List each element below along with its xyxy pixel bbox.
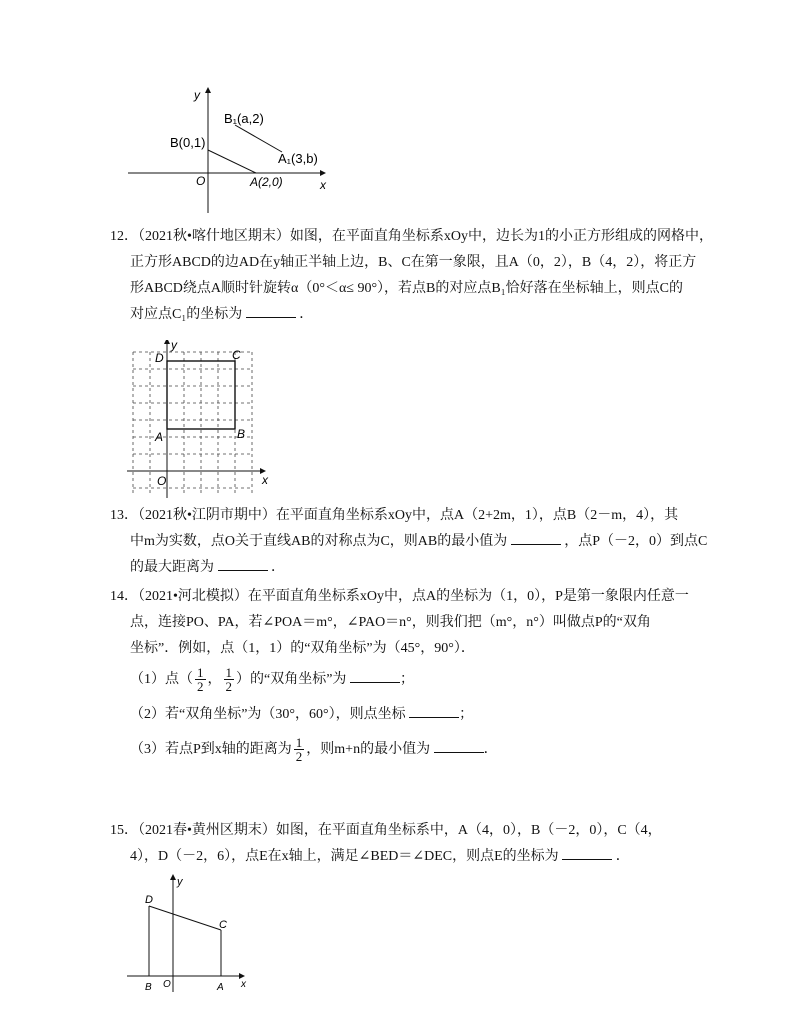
label-c: C [219,919,227,931]
label-y: y [194,88,200,102]
q13-line2-a: 中m为实数，点O关于直线AB的对称点为C，则AB的最小值为 [130,534,508,549]
q13-line2-b: ，点P（－2，0）到点C [564,534,708,549]
q14-sub2-text: （2）若“双角坐标”为（30°，60°），则点坐标 [130,707,406,722]
segment-a1b1 [235,125,282,152]
q14-sub3 [110,732,690,768]
label-x: x [241,979,246,990]
q12-line2: 正方形ABCD的边AD在y轴正半轴上边，B、C在第一象限，且A（0，2），B（4，2），将正方 [130,255,697,270]
label-a: A(2,0) [250,175,283,189]
answer-blank-2[interactable] [218,556,268,571]
grid [133,352,252,495]
answer-blank[interactable] [562,845,612,860]
comma: ， [207,672,222,687]
label-a: A [217,982,224,993]
answer-blank-3[interactable] [434,738,484,753]
label-o: O [157,474,167,488]
segment-ab [208,150,256,173]
q14-sub2 [110,698,690,732]
label-d: D [155,351,164,365]
q12-line1: 12．（2021秋•喀什地区期末）如图，在平面直角坐标系xOy中，边长为1的小正方形组成的网格中， [110,229,714,244]
q14-sub1 [110,662,690,698]
q14-sub3-b: ，则m+n的最小值为 [306,742,431,757]
label-d: D [145,894,153,906]
segment-dc [149,906,221,930]
q14-line1: 14．（2021•河北模拟）在平面直角坐标系xOy中，点A的坐标为（1，0），P是第一象限内任意一 [110,589,689,604]
label-o: O [196,174,206,188]
label-b: B(0,1) [170,135,206,150]
q13-line3-text: 的最大距离为 [130,560,214,575]
label-y: y [171,340,177,352]
q14-sub1-a: （1）点（ [130,672,193,687]
label-a: A [155,430,164,444]
y-axis-arrow [164,340,170,344]
label-b: B [145,982,152,993]
label-x: x [262,473,268,487]
figure-q12 [125,340,285,500]
answer-blank-2[interactable] [409,703,459,718]
q14-sub1-b: ）的“双角坐标”为 [236,672,347,687]
fraction-half: $\frac{1}{2}$ [197,665,204,695]
q12-end: ． [299,307,314,322]
q15-line2-text: 4），D（－2，6），点E在x轴上，满足∠BED＝∠DEC，则点E的坐标为 [130,849,559,864]
label-b: B [237,427,246,441]
q14-sub1-end: ； [399,672,414,687]
q15-line1: 15．（2021春•黄州区期末）如图，在平面直角坐标系中，A（4，0），B（－2，0），C（4， [110,823,662,838]
x-axis-arrow [320,170,326,176]
figure-q11 [120,85,340,220]
question-15 [110,818,690,870]
label-c: C [232,348,241,362]
figure-q15 [125,872,255,997]
fraction-half: $\frac{1}{2}$ [225,665,232,695]
q14-line2: 点，连接PO、PA，若∠POA＝m°，∠PAO＝n°，则我们把（m°，n°）叫做点P的“双角 [130,615,651,630]
q12-line4-text: 对应点C₁的坐标为 [130,307,243,322]
q14-sub3-end: ． [483,742,498,757]
q15-line2 [110,844,690,870]
q12-line3: 形ABCD绕点A顺时针旋转α（0°＜α≤ 90°），若点B的对应点B₁恰好落在坐标轴上，则点C的 [130,281,683,296]
label-x: x [320,178,326,192]
answer-blank-1[interactable] [350,668,400,683]
answer-blank-1[interactable] [511,530,561,545]
question-14 [110,584,690,768]
label-o: O [163,979,171,990]
q14-sub2-end: ； [459,707,474,722]
q13-line1: 13．（2021秋•江阴市期中）在平面直角坐标系xOy中，点A（2+2m，1），点B（2－m，4），其 [110,508,679,523]
q14-sub3-a: （3）若点P到x轴的距离为 [130,742,292,757]
q12-line4 [110,302,690,328]
label-a1: A₁(3,b) [278,151,318,166]
fraction-half: $\frac{1}{2}$ [295,735,303,765]
question-12 [110,224,714,328]
label-y: y [177,876,183,888]
q13-line3 [110,555,690,581]
y-axis-arrow [170,874,176,880]
q14-line3: 坐标”．例如，点（1，1）的“双角坐标”为（45°，90°）． [130,641,475,656]
label-b1: B₁(a,2) [224,111,264,126]
y-axis-arrow [205,87,211,93]
q13-line2 [110,529,708,555]
answer-blank[interactable] [246,303,296,318]
q15-end: ． [615,849,630,864]
q13-end: ． [271,560,285,575]
question-13 [110,503,708,581]
